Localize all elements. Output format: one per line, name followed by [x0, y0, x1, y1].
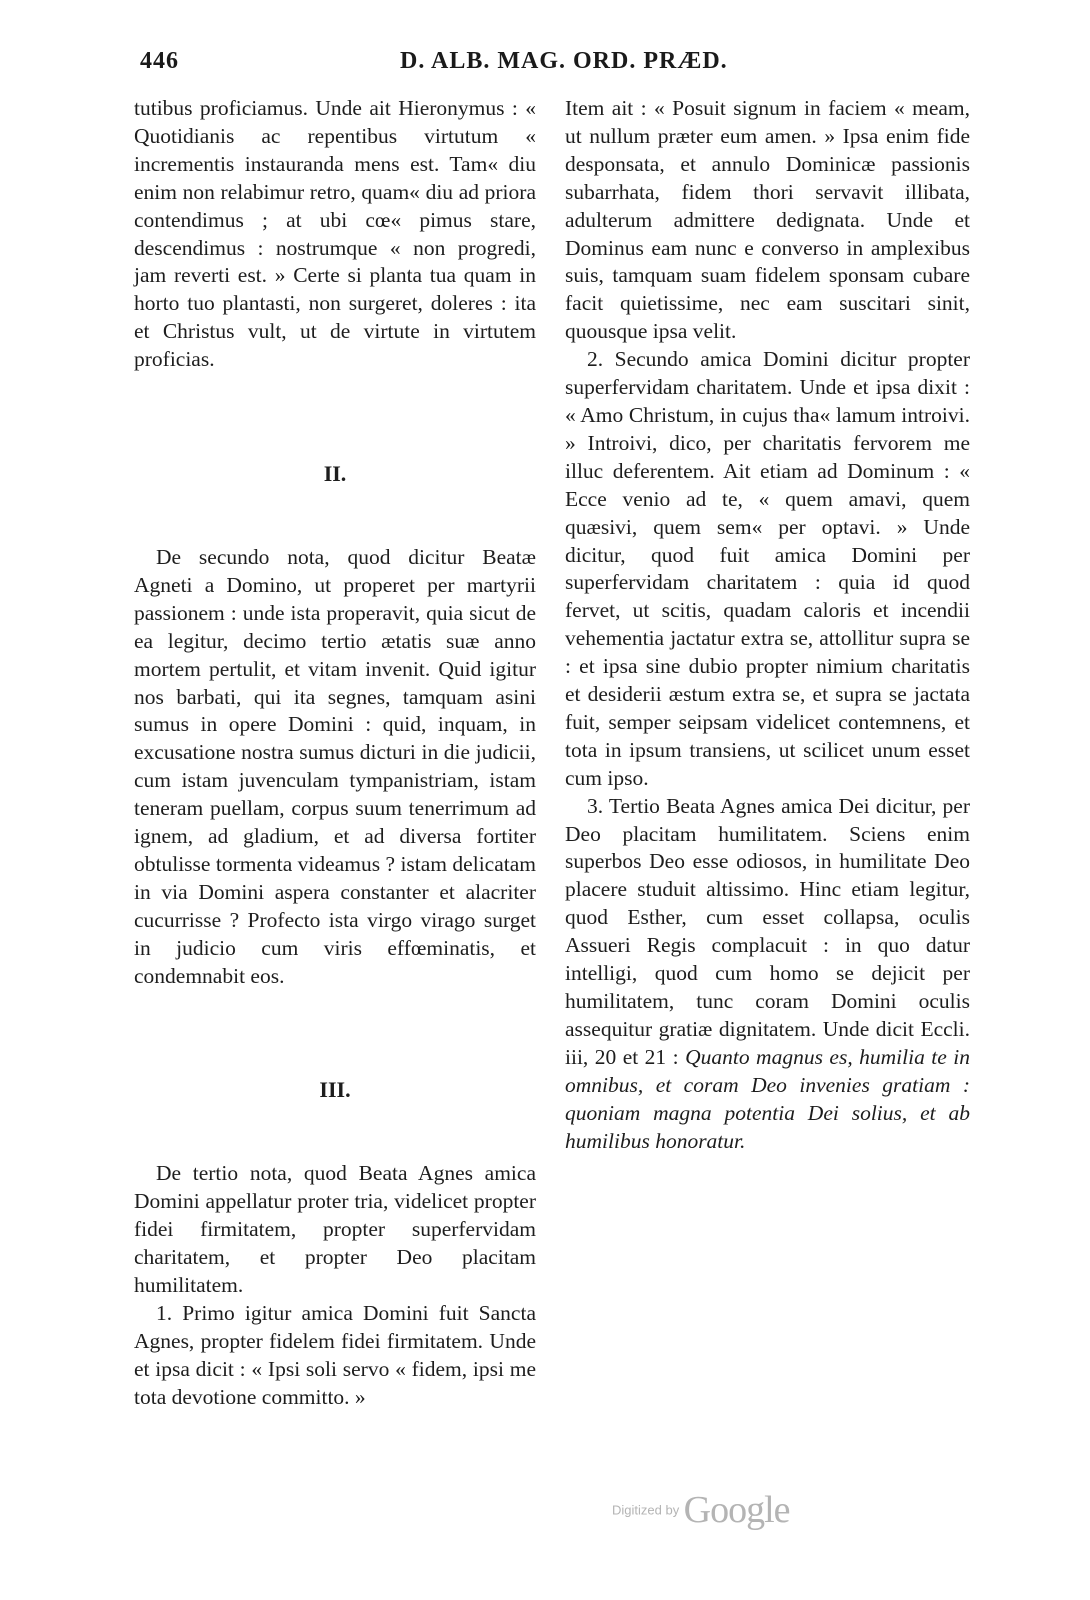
running-head: D. ALB. MAG. ORD. PRÆD. — [400, 48, 728, 74]
paragraph-continuation: Item ait : « Posuit signum in faciem « meam, ut nullum præter eum amen. » Ipsa enim fide desponsata, et annulo Dominicæ passionis subarrhata, fidem thori servavit illibata, adulterum admittere dedignata. Unde et Dominus eam nunc e converso in amplexibus suis, tamquam suam fidelem sponsam cubare facit quietissime, nec eam suscitari sinit, quousque ipsa velit. — [565, 96, 970, 344]
paragraph-iii: De tertio nota, quod Beata Agnes amica Domini appellatur proter tria, videlicet propter fidei firmitatem, propter superfervidam charitatem, et propter Deo placitam humilitatem. — [134, 1161, 536, 1297]
paragraph-point-3 — [565, 793, 970, 1156]
left-column — [134, 95, 536, 1412]
section-heading-ii: II. — [323, 461, 347, 487]
paragraph-point-2: 2. Secundo amica Domini dicitur propter superfervidam charitatem. Unde et ipsa dixit : « Amo Christum, in cujus tha« lamum introivi. » Introivi, dico, per charitatis fervorem me illuc deferentem. Ait etiam ad Dominum : « Ecce venio ad te, « quem amavi, quem quæsivi, quem sem« per optavi. » Unde dicitur, quod fuit amica Domini per superfervidam charitatem : quia id quod fervet, ut scitis, quadam caloris et incendii vehementia jactatur extra se, attollitur supra se : et ipsa sine dubio propter nimium charitatis et desiderii æstum extra se, et supra se jactata fuit, semper seipsam videlicet contemnens, et tota in ipsum transiens, ut scilicet unum esset cum ipso. — [565, 347, 970, 790]
scripture-quote: Quanto magnus es, humilia te in omnibus, et coram Deo invenies gratiam : quoniam magna potentia Dei solius, et ab humilibus honoratur. — [565, 1044, 970, 1153]
page-number: 446 — [140, 48, 179, 74]
paragraph-point-1: 1. Primo igitur amica Domini fuit Sancta Agnes, propter fidelem fidei firmitatem. Unde et ipsa dicit : « Ipsi soli servo « fidem, ipsi me tota devotione committo. » — [134, 1300, 536, 1409]
digitized-by-label: Digitized by — [612, 1502, 680, 1518]
paragraph-ii: De secundo nota, quod dicitur Beatæ Agneti a Domino, ut properet per martyrii passionem : unde ista properavit, quia sicut de ea legitur, decimo tertio ætatis suæ anno mortem pertulit, et vitam invenit. Quid igitur nos barbati, qui ita segnes, tamquam asini sumus in opere Domini : quid, inquam, in excusatione nostra sumus dicturi in die judicii, cum istam juvenculam tympanistriam, istam teneram puellam, corpus suum tenerrimum ad ignem, ad gladium, et ad diversa fortiter obtulisse tormenta videamus ? istam delicatam in via Domini aspera constanter et alacriter cucurrisse ? Profecto ista virgo virago surget in judicio cum viris effœminatis, et condemnabit eos. — [134, 544, 536, 988]
digitized-by-google-watermark — [612, 1488, 790, 1532]
google-logo: Google — [683, 1489, 790, 1531]
section-heading-iii: III. — [319, 1077, 351, 1103]
paragraph-point-3-text: 3. Tertio Beata Agnes amica Dei dicitur, per Deo placitam humilitatem. Sciens enim superbos Deo esse odiosos, in humilitate Deo placere studuit altissimo. Hinc etiam legitur, quod Esther, cum esset collapsa, oculis Assueri Regis complacuit : in quo datur intelligi, quod cum homo se dejicit per humilitatem, tunc coram Domini oculis assequitur gratiæ dignitatem. Unde dicit Eccli. iii, 20 et 21 : — [565, 793, 970, 1069]
right-column — [565, 95, 970, 1155]
paragraph-intro: tutibus proficiamus. Unde ait Hieronymus : « Quotidianis ac repentibus virtutum « incrementis instauranda mens est. Tam« diu enim non relabimur retro, quam« diu ad priora contendimus ; at ubi cœ« pimus stare, descendimus : nostrumque « non progredi, jam reverti est. » Certe si planta tua quam in horto tuo plantasti, non surgeret, doleres : ita et Christus vult, ut de virtute in virtutem proficias. — [134, 96, 536, 372]
page-header — [140, 48, 978, 88]
